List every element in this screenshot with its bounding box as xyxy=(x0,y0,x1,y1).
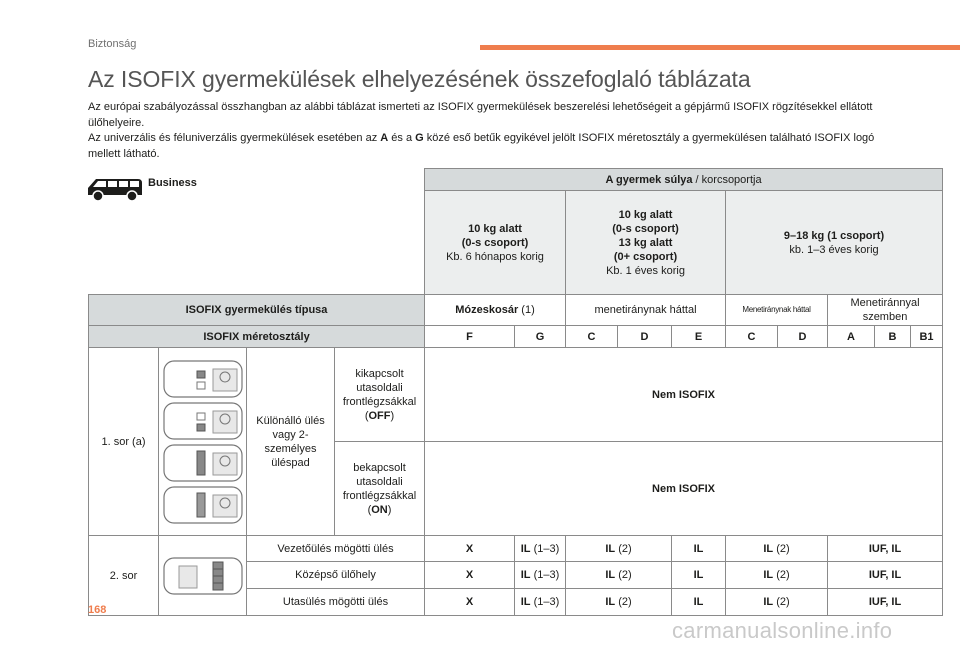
cell-forward: IUF, IL xyxy=(828,536,943,562)
car-seat-diagram-icon xyxy=(163,401,243,441)
cell-forward: IUF, IL xyxy=(828,589,943,616)
rear-seat-name: Középső ülőhely xyxy=(247,562,425,589)
size-class: B1 xyxy=(911,326,943,348)
rear-seat-diagram xyxy=(159,536,247,616)
cell-f: X xyxy=(425,589,515,616)
cell-e: IL xyxy=(672,536,726,562)
cell-g: IL (1–3) xyxy=(515,562,566,589)
rear-seat-name: Vezetőülés mögötti ülés xyxy=(247,536,425,562)
cell-g: IL (1–3) xyxy=(515,536,566,562)
size-class: F xyxy=(425,326,515,348)
rear-seat-name: Utasülés mögötti ülés xyxy=(247,589,425,616)
size-class: B xyxy=(875,326,911,348)
airbag-on-label: bekapcsolt utasoldali frontlégzsákkal (ON) xyxy=(335,442,425,536)
vehicle-version: Business xyxy=(148,177,197,189)
intro-paragraph-2: Az univerzális és féluniverzális gyermekülések esetében az A és a G közé eső betűk egyikével jelölt ISOFIX méretosztály a gyermekülésen található ISOFIX logó mellett látható. xyxy=(88,132,875,160)
airbag-off-label: kikapcsolt utasoldali frontlégzsákkal (OFF) xyxy=(335,348,425,442)
cell-f: X xyxy=(425,536,515,562)
size-class: C xyxy=(726,326,778,348)
airbag-on-value: Nem ISOFIX xyxy=(425,442,943,536)
group-0plus: 10 kg alatt (0-s csoport) 13 kg alatt (0+ csoport) Kb. 1 éves korig xyxy=(566,191,726,295)
type-rear-facing: menetiránynak háttal xyxy=(566,295,726,326)
section-label: Biztonság xyxy=(88,38,137,50)
page-number: 168 xyxy=(88,604,107,616)
header-accent-bar xyxy=(480,45,960,50)
size-class: A xyxy=(828,326,875,348)
cell-g: IL (1–3) xyxy=(515,589,566,616)
cell-cd: IL (2) xyxy=(566,562,672,589)
type-label: ISOFIX gyermekülés típusa xyxy=(89,295,425,326)
cell-forward: IUF, IL xyxy=(828,562,943,589)
intro-paragraph-1: Az európai szabályozással összhangban az alábbi táblázat ismerteti az ISOFIX gyermekülések beszerelési lehetőségeit a gépjármű ISOFIX rögzítésekkel ellátott ülőhelyeire. xyxy=(88,101,873,129)
cell-cd: IL (2) xyxy=(566,589,672,616)
intro-text xyxy=(88,100,888,162)
car-rear-seat-diagram-icon xyxy=(163,556,243,596)
weight-header: A gyermek súlya / korcsoportja xyxy=(425,169,943,191)
size-class: E xyxy=(672,326,726,348)
row1-label: 1. sor (a) xyxy=(89,348,159,536)
car-seat-diagram-icon xyxy=(163,485,243,525)
watermark: carmanualsonline.info xyxy=(672,618,893,643)
cell-e: IL xyxy=(672,562,726,589)
size-label: ISOFIX méretosztály xyxy=(89,326,425,348)
group-1: 9–18 kg (1 csoport) kb. 1–3 éves korig xyxy=(726,191,943,295)
car-seat-diagram-icon xyxy=(163,359,243,399)
size-class: G xyxy=(515,326,566,348)
car-seat-diagram-icon xyxy=(163,443,243,483)
cell-cd2: IL (2) xyxy=(726,536,828,562)
airbag-off-value: Nem ISOFIX xyxy=(425,348,943,442)
cell-cd2: IL (2) xyxy=(726,562,828,589)
group-0: 10 kg alatt (0-s csoport) Kb. 6 hónapos korig xyxy=(425,191,566,295)
cell-cd2: IL (2) xyxy=(726,589,828,616)
type-forward-facing: Menetiránnyal szemben xyxy=(828,295,943,326)
size-class: C xyxy=(566,326,618,348)
size-class: D xyxy=(778,326,828,348)
page-title: Az ISOFIX gyermekülések elhelyezésének összefoglaló táblázata xyxy=(88,66,751,92)
cell-e: IL xyxy=(672,589,726,616)
isofix-table xyxy=(88,168,943,616)
van-icon xyxy=(86,175,144,203)
front-seat-diagrams xyxy=(159,348,247,536)
front-seat-description: Különálló ülés vagy 2-személyes üléspad xyxy=(247,348,335,536)
type-carrycot: Mózeskosár (1) xyxy=(425,295,566,326)
type-rear-facing-2: Menetiránynak háttal xyxy=(726,295,828,326)
size-class: D xyxy=(618,326,672,348)
cell-cd: IL (2) xyxy=(566,536,672,562)
row2-label: 2. sor xyxy=(89,536,159,616)
cell-f: X xyxy=(425,562,515,589)
